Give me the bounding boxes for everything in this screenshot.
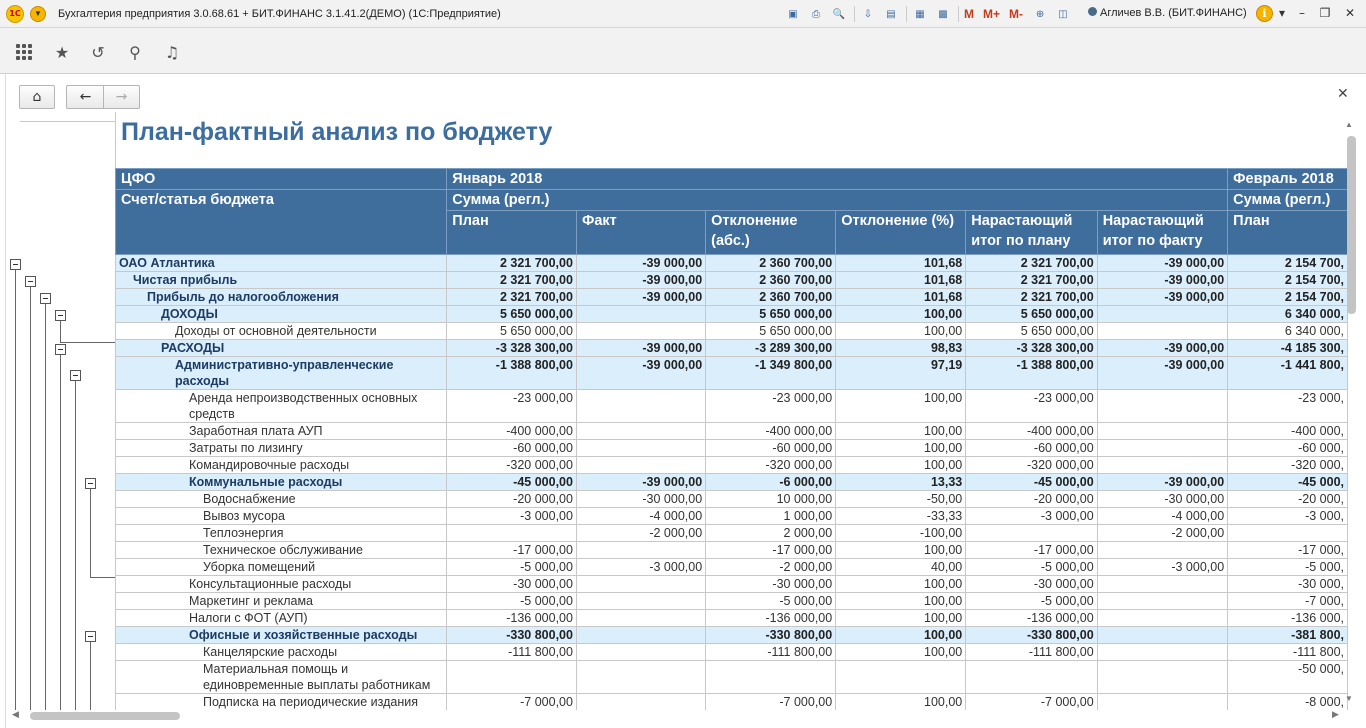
table-row[interactable] xyxy=(116,423,1348,440)
vertical-scrollbar[interactable] xyxy=(1347,136,1356,314)
row-value-cell: -3 289 300,00 xyxy=(706,340,836,357)
table-row[interactable] xyxy=(116,525,1348,542)
row-value-cell xyxy=(576,323,705,340)
scroll-right-icon[interactable]: ▶ xyxy=(1332,709,1339,719)
row-value-cell xyxy=(966,661,1097,694)
row-article-name: Административно-управленческие расходы xyxy=(116,357,447,390)
save-icon[interactable]: ▣ xyxy=(788,8,798,20)
row-value-cell: 13,33 xyxy=(836,474,966,491)
row-value-cell xyxy=(576,576,705,593)
row-value-cell: 2 321 700,00 xyxy=(447,272,577,289)
navigation-panel xyxy=(0,28,1366,74)
row-value-cell: -7 000, xyxy=(1228,593,1348,610)
row-value-cell xyxy=(1097,542,1227,559)
row-value-cell: -330 800,00 xyxy=(706,627,836,644)
row-value-cell: -20 000,00 xyxy=(447,491,577,508)
report-table xyxy=(115,168,1348,710)
row-value-cell xyxy=(1097,423,1227,440)
row-value-cell: 5 650 000,00 xyxy=(447,323,577,340)
home-icon: ⌂ xyxy=(32,89,42,105)
table-row[interactable] xyxy=(116,272,1348,289)
row-article-name: Офисные и хозяйственные расходы xyxy=(116,627,447,644)
row-value-cell: -17 000,00 xyxy=(447,542,577,559)
horizontal-scrollbar[interactable] xyxy=(30,712,180,720)
row-value-cell xyxy=(1097,440,1227,457)
row-article-name: Чистая прибыль xyxy=(116,272,447,289)
row-value-cell: -1 349 800,00 xyxy=(706,357,836,390)
row-value-cell: -2 000,00 xyxy=(706,559,836,576)
row-value-cell: 2 321 700,00 xyxy=(966,272,1097,289)
row-value-cell: -111 800,00 xyxy=(966,644,1097,661)
row-value-cell xyxy=(1097,610,1227,627)
row-value-cell: -5 000,00 xyxy=(966,559,1097,576)
row-value-cell: -39 000,00 xyxy=(1097,272,1227,289)
row-value-cell: -23 000,00 xyxy=(706,390,836,423)
search-icon[interactable]: ⚲ xyxy=(129,42,141,62)
sections-menu-icon[interactable] xyxy=(14,42,34,62)
row-value-cell: 5 650 000,00 xyxy=(966,323,1097,340)
table-row[interactable] xyxy=(116,340,1348,357)
table-row[interactable] xyxy=(116,593,1348,610)
row-article-name: Уборка помещений xyxy=(116,559,447,576)
row-value-cell xyxy=(576,423,705,440)
table-row[interactable] xyxy=(116,576,1348,593)
document-icon[interactable]: ▤ xyxy=(886,8,896,20)
separator xyxy=(906,6,907,22)
table-row[interactable] xyxy=(116,289,1348,306)
restore-icon[interactable]: ❐ xyxy=(1319,6,1331,20)
row-value-cell: -3 000,00 xyxy=(447,508,577,525)
row-value-cell: -20 000,00 xyxy=(966,491,1097,508)
row-value-cell: 100,00 xyxy=(836,593,966,610)
collapse-expenses-icon[interactable] xyxy=(55,344,66,355)
table-row[interactable] xyxy=(116,644,1348,661)
collapse-admin-expenses-icon[interactable] xyxy=(70,370,81,381)
row-value-cell: -60 000,00 xyxy=(447,440,577,457)
row-value-cell: -5 000,00 xyxy=(447,593,577,610)
row-article-name: Командировочные расходы xyxy=(116,457,447,474)
row-value-cell: -3 328 300,00 xyxy=(966,340,1097,357)
notifications-bell-icon[interactable]: ♫ xyxy=(164,42,180,62)
row-article-name: Водоснабжение xyxy=(116,491,447,508)
row-value-cell: -111 800,00 xyxy=(447,644,577,661)
row-value-cell: -136 000, xyxy=(1228,610,1348,627)
header-col-plan: План xyxy=(447,211,577,255)
row-value-cell xyxy=(576,661,705,694)
row-value-cell: -4 000,00 xyxy=(1097,508,1227,525)
user-icon xyxy=(1088,7,1097,16)
row-value-cell: 5 650 000,00 xyxy=(966,306,1097,323)
zoom-icon[interactable]: ⊕ xyxy=(1035,8,1045,20)
row-article-name: РАСХОДЫ xyxy=(116,340,447,357)
row-value-cell: 40,00 xyxy=(836,559,966,576)
row-value-cell: -136 000,00 xyxy=(706,610,836,627)
row-value-cell xyxy=(1097,390,1227,423)
row-value-cell: -3 000,00 xyxy=(1097,559,1227,576)
row-article-name: Налоги с ФОТ (АУП) xyxy=(116,610,447,627)
row-value-cell: -39 000,00 xyxy=(1097,255,1227,272)
row-value-cell: -39 000,00 xyxy=(576,340,705,357)
row-value-cell: -39 000,00 xyxy=(576,289,705,306)
close-report-icon[interactable]: ✕ xyxy=(1337,86,1349,102)
row-value-cell xyxy=(576,593,705,610)
row-value-cell xyxy=(576,306,705,323)
row-value-cell: -1 441 800, xyxy=(1228,357,1348,390)
row-value-cell: -23 000,00 xyxy=(447,390,577,423)
header-col-fact: Факт xyxy=(576,211,705,255)
row-value-cell: -6 000,00 xyxy=(706,474,836,491)
separator xyxy=(958,6,959,22)
row-value-cell xyxy=(576,542,705,559)
row-article-name: Маркетинг и реклама xyxy=(116,593,447,610)
row-value-cell: -39 000,00 xyxy=(576,255,705,272)
row-value-cell xyxy=(576,644,705,661)
row-value-cell xyxy=(706,661,836,694)
table-row[interactable] xyxy=(116,542,1348,559)
row-value-cell: 6 340 000, xyxy=(1228,306,1348,323)
row-value-cell: 100,00 xyxy=(836,306,966,323)
minimize-icon[interactable]: – xyxy=(1299,6,1305,20)
row-value-cell: 100,00 xyxy=(836,390,966,423)
memory-m-minus-button[interactable]: M- xyxy=(1009,7,1024,21)
row-article-name: Теплоэнергия xyxy=(116,525,447,542)
row-value-cell: 100,00 xyxy=(836,694,966,711)
report-document xyxy=(6,112,1348,710)
row-value-cell xyxy=(1097,644,1227,661)
row-article-name: Консультационные расходы xyxy=(116,576,447,593)
row-value-cell: -33,33 xyxy=(836,508,966,525)
header-sum-february: Сумма (регл.) xyxy=(1228,190,1348,211)
row-value-cell: -20 000, xyxy=(1228,491,1348,508)
calculator-icon[interactable]: ▦ xyxy=(915,8,925,20)
table-row[interactable] xyxy=(116,255,1348,272)
memory-m-plus-button[interactable]: M+ xyxy=(983,7,1001,21)
row-value-cell xyxy=(1097,694,1227,711)
header-col-cumulative-plan: Нарастающий итог по плану xyxy=(966,211,1097,255)
row-value-cell: -320 000,00 xyxy=(706,457,836,474)
table-row[interactable] xyxy=(116,508,1348,525)
row-value-cell xyxy=(1097,627,1227,644)
row-value-cell: -100,00 xyxy=(836,525,966,542)
row-value-cell: -30 000,00 xyxy=(576,491,705,508)
header-row-cfo xyxy=(116,169,1348,190)
row-value-cell xyxy=(576,390,705,423)
header-period-february: Февраль 2018 xyxy=(1228,169,1348,190)
row-value-cell: 2 321 700,00 xyxy=(966,255,1097,272)
row-value-cell: 6 340 000, xyxy=(1228,323,1348,340)
table-row[interactable] xyxy=(116,610,1348,627)
row-article-name: Подписка на периодические издания xyxy=(116,694,447,711)
row-value-cell: 2 360 700,00 xyxy=(706,255,836,272)
row-value-cell: -60 000, xyxy=(1228,440,1348,457)
row-value-cell: -2 000,00 xyxy=(1097,525,1227,542)
row-value-cell xyxy=(576,627,705,644)
table-row[interactable] xyxy=(116,357,1348,390)
row-value-cell: 97,19 xyxy=(836,357,966,390)
favorites-star-icon[interactable]: ★ xyxy=(54,42,70,62)
row-value-cell: -4 000,00 xyxy=(576,508,705,525)
main-menu-dropdown-icon[interactable]: ▼ xyxy=(30,6,46,22)
collapse-utilities-icon[interactable] xyxy=(85,478,96,489)
row-article-name: Затраты по лизингу xyxy=(116,440,447,457)
row-value-cell: 2 321 700,00 xyxy=(447,255,577,272)
row-value-cell: 101,68 xyxy=(836,255,966,272)
row-value-cell: -30 000,00 xyxy=(1097,491,1227,508)
row-value-cell: -60 000,00 xyxy=(706,440,836,457)
arrow-left-icon: ← xyxy=(79,89,92,105)
table-row[interactable] xyxy=(116,440,1348,457)
row-value-cell: -30 000,00 xyxy=(966,576,1097,593)
row-value-cell: 100,00 xyxy=(836,440,966,457)
title-bar xyxy=(0,0,1366,28)
header-col-deviation-abs: Отклонение (абс.) xyxy=(706,211,836,255)
row-value-cell: 1 000,00 xyxy=(706,508,836,525)
row-value-cell: 101,68 xyxy=(836,289,966,306)
row-value-cell: -5 000,00 xyxy=(706,593,836,610)
row-article-name: Аренда непроизводственных основных средств xyxy=(116,390,447,423)
row-value-cell: -39 000,00 xyxy=(576,272,705,289)
row-value-cell: 100,00 xyxy=(836,627,966,644)
header-cfo: ЦФО xyxy=(116,169,447,190)
row-value-cell: -3 000,00 xyxy=(576,559,705,576)
row-value-cell: -50 000, xyxy=(1228,661,1348,694)
row-value-cell: -45 000, xyxy=(1228,474,1348,491)
table-row[interactable] xyxy=(116,661,1348,694)
memory-m-button[interactable]: M xyxy=(964,7,974,21)
row-value-cell: 98,83 xyxy=(836,340,966,357)
collapse-income-icon[interactable] xyxy=(55,310,66,321)
row-value-cell: 2 154 700, xyxy=(1228,255,1348,272)
row-article-name: Коммунальные расходы xyxy=(116,474,447,491)
row-value-cell: -17 000, xyxy=(1228,542,1348,559)
row-value-cell xyxy=(1097,306,1227,323)
collapse-office-expenses-icon[interactable] xyxy=(85,631,96,642)
preview-icon[interactable]: 🔍 xyxy=(832,8,846,20)
row-article-name: Техническое обслуживание xyxy=(116,542,447,559)
home-button[interactable] xyxy=(19,85,55,109)
row-value-cell: 2 000,00 xyxy=(706,525,836,542)
row-value-cell xyxy=(576,457,705,474)
row-value-cell: -1 388 800,00 xyxy=(966,357,1097,390)
row-value-cell: -7 000,00 xyxy=(966,694,1097,711)
row-value-cell: -23 000, xyxy=(1228,390,1348,423)
row-value-cell: 5 650 000,00 xyxy=(447,306,577,323)
row-value-cell: -400 000, xyxy=(1228,423,1348,440)
forward-button[interactable] xyxy=(103,85,140,109)
row-value-cell: -39 000,00 xyxy=(1097,474,1227,491)
row-value-cell: -17 000,00 xyxy=(966,542,1097,559)
row-value-cell xyxy=(1097,661,1227,694)
row-value-cell: -400 000,00 xyxy=(966,423,1097,440)
row-value-cell: 2 321 700,00 xyxy=(966,289,1097,306)
row-value-cell: 2 321 700,00 xyxy=(447,289,577,306)
row-value-cell: 100,00 xyxy=(836,610,966,627)
header-sum-january: Сумма (регл.) xyxy=(447,190,1228,211)
header-col-plan-february: План xyxy=(1228,211,1348,255)
row-value-cell: -39 000,00 xyxy=(576,474,705,491)
row-article-name: Канцелярские расходы xyxy=(116,644,447,661)
row-value-cell: -39 000,00 xyxy=(1097,340,1227,357)
table-row[interactable] xyxy=(116,559,1348,576)
row-value-cell: -111 800, xyxy=(1228,644,1348,661)
row-article-name: Заработная плата АУП xyxy=(116,423,447,440)
row-value-cell: -320 000,00 xyxy=(966,457,1097,474)
attach-icon[interactable]: ⇩ xyxy=(863,8,873,20)
row-value-cell: -60 000,00 xyxy=(966,440,1097,457)
row-value-cell: 100,00 xyxy=(836,576,966,593)
header-row-sum xyxy=(116,190,1348,211)
row-value-cell: -4 185 300, xyxy=(1228,340,1348,357)
row-value-cell xyxy=(576,440,705,457)
row-value-cell: -30 000, xyxy=(1228,576,1348,593)
row-value-cell: -330 800,00 xyxy=(966,627,1097,644)
row-value-cell: -30 000,00 xyxy=(447,576,577,593)
row-article-name: Доходы от основной деятельности xyxy=(116,323,447,340)
arrow-right-icon: → xyxy=(115,89,128,105)
row-value-cell: 5 650 000,00 xyxy=(706,306,836,323)
row-value-cell xyxy=(966,525,1097,542)
table-row[interactable] xyxy=(116,390,1348,423)
row-value-cell: -3 000, xyxy=(1228,508,1348,525)
row-value-cell: -2 000,00 xyxy=(576,525,705,542)
table-row[interactable] xyxy=(116,306,1348,323)
row-value-cell: -400 000,00 xyxy=(447,423,577,440)
calendar-icon[interactable]: ▩ xyxy=(938,8,948,20)
row-value-cell: 100,00 xyxy=(836,423,966,440)
row-value-cell: -320 000, xyxy=(1228,457,1348,474)
row-value-cell xyxy=(447,661,577,694)
row-value-cell xyxy=(1097,593,1227,610)
row-value-cell xyxy=(1097,457,1227,474)
row-value-cell: 100,00 xyxy=(836,542,966,559)
row-value-cell: -111 800,00 xyxy=(706,644,836,661)
report-title: План-фактный анализ по бюджету xyxy=(121,118,553,146)
table-row[interactable] xyxy=(116,627,1348,644)
row-value-cell xyxy=(576,610,705,627)
separator xyxy=(854,6,855,22)
row-value-cell: 101,68 xyxy=(836,272,966,289)
collapse-level-2-icon[interactable] xyxy=(40,293,51,304)
row-article-name: ДОХОДЫ xyxy=(116,306,447,323)
row-value-cell: -5 000,00 xyxy=(447,559,577,576)
row-value-cell: -45 000,00 xyxy=(447,474,577,491)
user-name: Агличев В.В. (БИТ.ФИНАНС) xyxy=(1100,7,1247,19)
collapse-level-0-icon[interactable] xyxy=(10,259,21,270)
row-value-cell: -381 800, xyxy=(1228,627,1348,644)
row-value-cell xyxy=(1097,323,1227,340)
info-dropdown-icon[interactable]: ▾ xyxy=(1278,6,1286,20)
row-value-cell: -7 000,00 xyxy=(447,694,577,711)
row-value-cell: 2 360 700,00 xyxy=(706,289,836,306)
row-value-cell: -3 328 300,00 xyxy=(447,340,577,357)
row-value-cell: -400 000,00 xyxy=(706,423,836,440)
row-article-name: Прибыль до налогообложения xyxy=(116,289,447,306)
row-value-cell xyxy=(447,525,577,542)
row-value-cell: -39 000,00 xyxy=(576,357,705,390)
close-window-icon[interactable]: ✕ xyxy=(1344,6,1356,20)
row-value-cell: 2 360 700,00 xyxy=(706,272,836,289)
table-row[interactable] xyxy=(116,323,1348,340)
title-toolbar xyxy=(785,4,1078,24)
collapse-level-1-icon[interactable] xyxy=(25,276,36,287)
row-value-cell: -5 000,00 xyxy=(966,593,1097,610)
row-value-cell: -136 000,00 xyxy=(447,610,577,627)
header-article: Счет/статья бюджета xyxy=(116,190,447,255)
row-value-cell: -17 000,00 xyxy=(706,542,836,559)
row-value-cell: -23 000,00 xyxy=(966,390,1097,423)
row-value-cell: -30 000,00 xyxy=(706,576,836,593)
header-period-january: Январь 2018 xyxy=(447,169,1228,190)
panels-icon[interactable]: ◫ xyxy=(1058,8,1068,20)
row-value-cell: 2 154 700, xyxy=(1228,289,1348,306)
row-value-cell: -136 000,00 xyxy=(966,610,1097,627)
print-icon[interactable]: ⎙ xyxy=(812,8,820,20)
scroll-up-icon[interactable]: ▲ xyxy=(1345,120,1353,129)
scroll-left-icon[interactable]: ◀ xyxy=(12,709,19,719)
row-article-name: Материальная помощь и единовременные выплаты работникам xyxy=(116,661,447,694)
row-value-cell: -330 800,00 xyxy=(447,627,577,644)
row-value-cell: 5 650 000,00 xyxy=(706,323,836,340)
1c-logo-icon[interactable]: 1С xyxy=(6,5,24,23)
header-col-cumulative-fact: Нарастающий итог по факту xyxy=(1097,211,1227,255)
grouping-tree-gutter xyxy=(6,112,116,710)
row-value-cell xyxy=(1228,525,1348,542)
row-value-cell: -1 388 800,00 xyxy=(447,357,577,390)
row-value-cell: 100,00 xyxy=(836,644,966,661)
report-window xyxy=(5,74,1361,728)
row-value-cell: 100,00 xyxy=(836,323,966,340)
row-value-cell: -39 000,00 xyxy=(1097,357,1227,390)
row-value-cell: 100,00 xyxy=(836,457,966,474)
row-article-name: Вывоз мусора xyxy=(116,508,447,525)
row-value-cell: 10 000,00 xyxy=(706,491,836,508)
row-value-cell: -45 000,00 xyxy=(966,474,1097,491)
window-title: Бухгалтерия предприятия 3.0.68.61 + БИТ.ФИНАНС 3.1.41.2(ДЕМО) (1С:Предприятие) xyxy=(58,7,501,20)
row-value-cell: -7 000,00 xyxy=(706,694,836,711)
row-article-name: ОАО Атлантика xyxy=(116,255,447,272)
row-value-cell xyxy=(576,694,705,711)
row-value-cell: 2 154 700, xyxy=(1228,272,1348,289)
table-row[interactable] xyxy=(116,694,1348,711)
current-user[interactable] xyxy=(1088,7,1247,19)
row-value-cell: -8 000, xyxy=(1228,694,1348,711)
header-col-deviation-pct: Отклонение (%) xyxy=(836,211,966,255)
row-value-cell: -5 000, xyxy=(1228,559,1348,576)
table-row[interactable] xyxy=(116,491,1348,508)
row-value-cell xyxy=(836,661,966,694)
table-row[interactable] xyxy=(116,457,1348,474)
table-row[interactable] xyxy=(116,474,1348,491)
info-icon[interactable]: i xyxy=(1256,5,1273,22)
row-value-cell: -39 000,00 xyxy=(1097,289,1227,306)
history-icon[interactable]: ↺ xyxy=(91,42,105,62)
scroll-down-icon[interactable]: ▼ xyxy=(1345,694,1353,703)
row-value-cell: -320 000,00 xyxy=(447,457,577,474)
back-button[interactable] xyxy=(66,85,104,109)
row-value-cell: -50,00 xyxy=(836,491,966,508)
row-value-cell xyxy=(1097,576,1227,593)
row-value-cell: -3 000,00 xyxy=(966,508,1097,525)
report-body xyxy=(116,255,1348,711)
